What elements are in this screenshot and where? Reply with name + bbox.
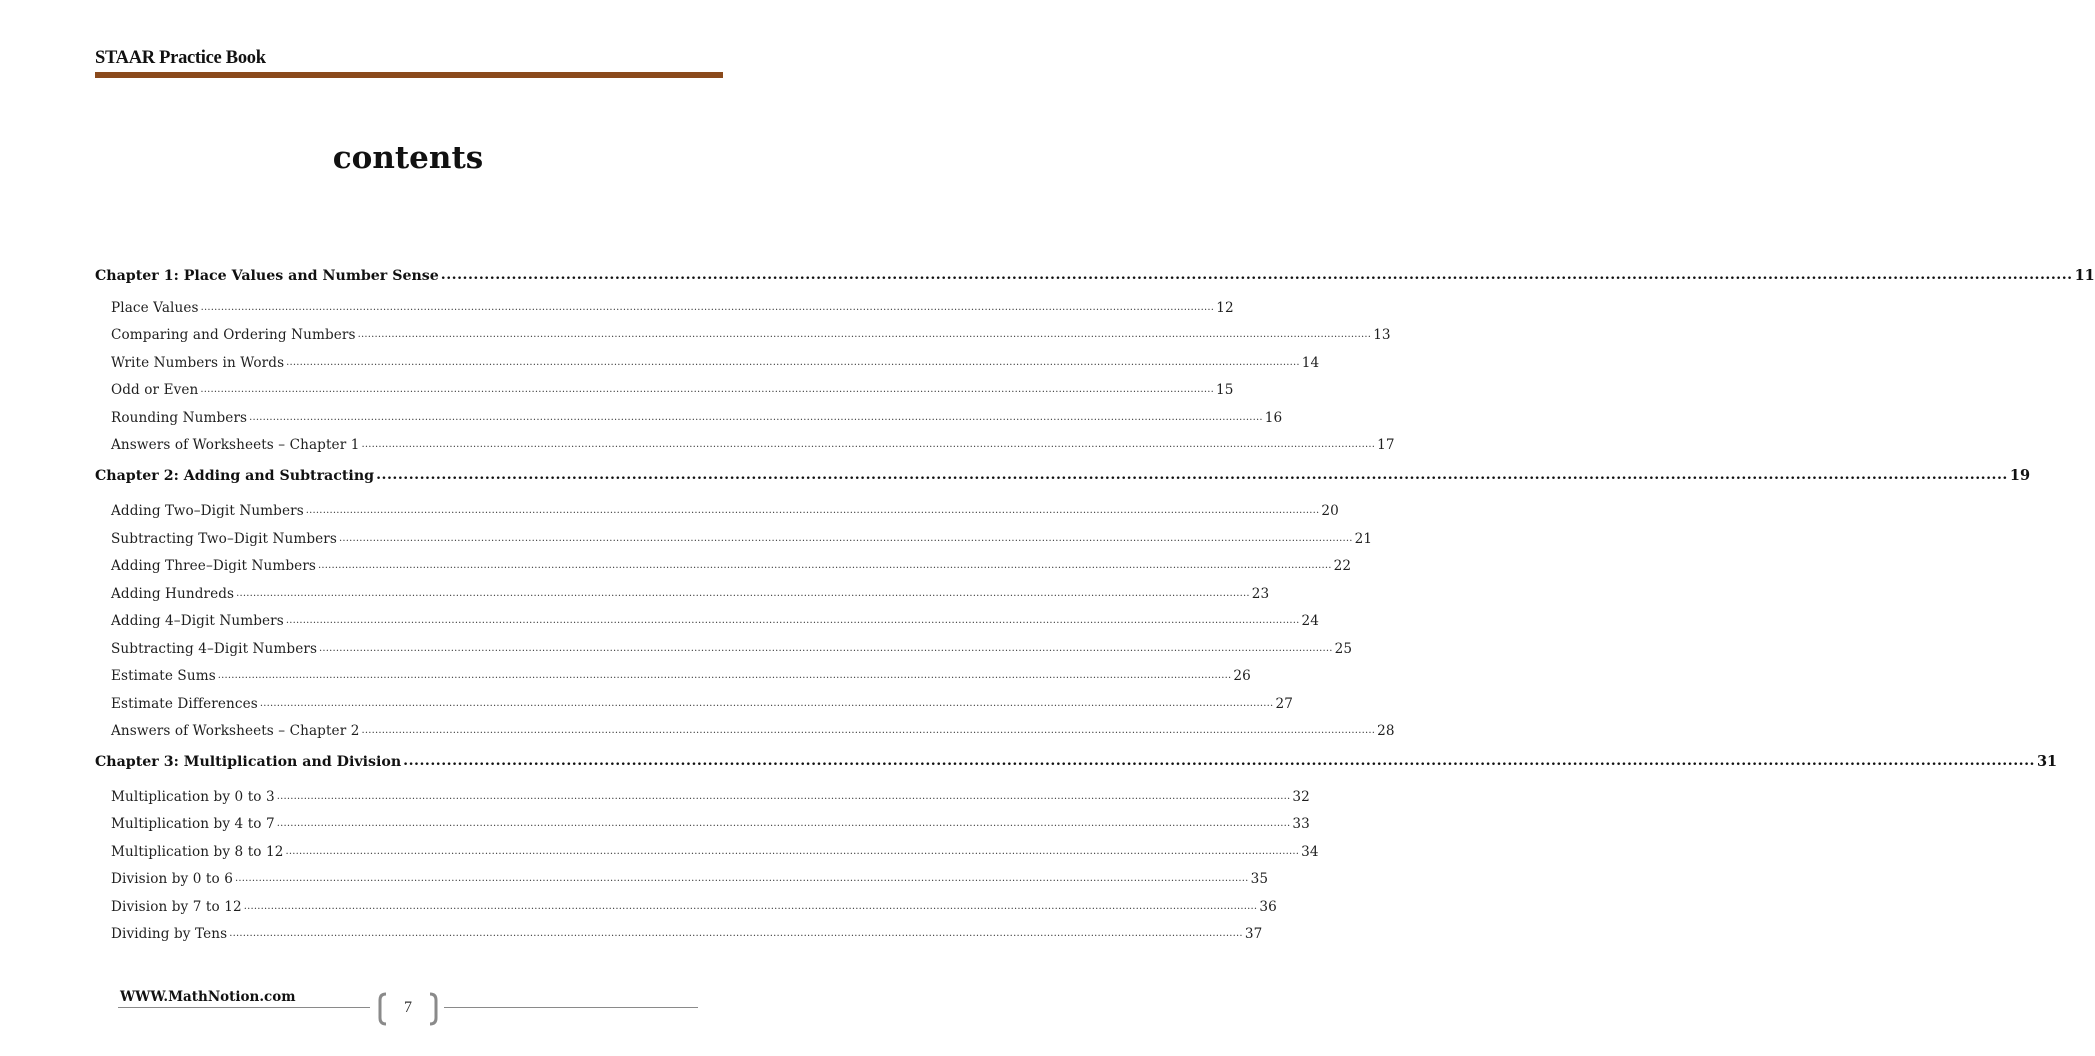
toc-entry-page: 32: [1292, 789, 1310, 805]
toc-entry-title: Comparing and Ordering Numbers: [111, 327, 356, 343]
toc-section-entry[interactable]: [111, 609, 1319, 629]
dot-leader: ............................................................................................................................................................................................................................................................................................................: [318, 560, 1332, 571]
dot-leader: ............................................................................................................................................................................................................................................................................................................: [236, 588, 1250, 599]
toc-entry-page: 14: [1301, 355, 1320, 371]
toc-entry-title: Chapter 1: Place Values and Number Sense: [95, 268, 439, 284]
page-number: 7: [404, 999, 412, 1016]
dot-leader: ............................................................................................................................................................................................................................................................................................................: [403, 753, 2035, 769]
dot-leader: ............................................................................................................................................................................................................................................................................................................: [200, 384, 1215, 395]
toc-section-entry[interactable]: [111, 296, 1234, 316]
toc-entry-page: 20: [1321, 503, 1339, 519]
toc-entry-page: 22: [1333, 558, 1352, 574]
toc-entry-page: 11: [2074, 267, 2095, 284]
dot-leader: ............................................................................................................................................................................................................................................................................................................: [243, 901, 1258, 912]
toc-section-entry[interactable]: [111, 351, 1320, 371]
toc-section-entry[interactable]: [111, 922, 1263, 942]
toc-entry-page: 17: [1377, 437, 1395, 453]
dot-leader: ............................................................................................................................................................................................................................................................................................................: [357, 329, 1372, 340]
footer-website[interactable]: WWW.MathNotion.com: [120, 989, 296, 1005]
toc-entry-title: Odd or Even: [111, 382, 199, 398]
dot-leader: ............................................................................................................................................................................................................................................................................................................: [361, 439, 1376, 450]
toc-entry-title: Division by 0 to 6: [111, 871, 233, 887]
toc-entry-title: Multiplication by 4 to 7: [111, 816, 275, 832]
toc-entry-page: 36: [1259, 899, 1277, 915]
toc-entry-title: Estimate Sums: [111, 668, 216, 684]
toc-entry-page: 19: [2009, 467, 2031, 484]
toc-entry-page: 16: [1264, 410, 1283, 426]
toc-entry-title: Adding Three–Digit Numbers: [111, 558, 316, 574]
toc-section-entry[interactable]: [111, 323, 1391, 343]
dot-leader: ............................................................................................................................................................................................................................................................................................................: [276, 791, 1291, 802]
toc-entry-page: 15: [1216, 382, 1234, 398]
toc-section-entry[interactable]: [111, 433, 1395, 453]
dot-leader: ............................................................................................................................................................................................................................................................................................................: [338, 533, 1353, 544]
dot-leader: ............................................................................................................................................................................................................................................................................................................: [234, 873, 1249, 884]
toc-entry-title: Write Numbers in Words: [111, 355, 285, 371]
toc-section-entry[interactable]: [111, 406, 1283, 426]
toc-section-entry[interactable]: [111, 719, 1395, 739]
toc-entry-title: Multiplication by 8 to 12: [111, 844, 284, 860]
toc-entry-title: Rounding Numbers: [111, 410, 248, 426]
toc-entry-page: 24: [1301, 613, 1319, 629]
dot-leader: ............................................................................................................................................................................................................................................................................................................: [229, 928, 1243, 939]
toc-entry-page: 27: [1275, 696, 1293, 712]
toc-entry-title: Estimate Differences: [111, 696, 258, 712]
toc-entry-page: 25: [1334, 641, 1353, 657]
dot-leader: ............................................................................................................................................................................................................................................................................................................: [376, 467, 2008, 483]
toc-entry-title: Chapter 2: Adding and Subtracting: [95, 468, 375, 484]
toc-entry-title: Answers of Worksheets – Chapter 2: [111, 723, 360, 739]
dot-leader: ............................................................................................................................................................................................................................................................................................................: [286, 357, 1300, 368]
toc-entry-title: Subtracting 4–Digit Numbers: [111, 641, 318, 657]
toc-entry-page: 31: [2036, 753, 2058, 770]
toc-entry-title: Adding Two–Digit Numbers: [111, 503, 304, 519]
toc-entry-title: Dividing by Tens: [111, 926, 228, 942]
toc-section-entry[interactable]: [111, 499, 1339, 519]
toc-section-entry[interactable]: [111, 554, 1352, 574]
toc-entry-title: Adding Hundreds: [111, 586, 235, 602]
toc-section-entry[interactable]: [111, 637, 1353, 657]
toc-entry-title: Adding 4–Digit Numbers: [111, 613, 284, 629]
dot-leader: ............................................................................................................................................................................................................................................................................................................: [259, 698, 1274, 709]
toc-section-entry[interactable]: [111, 692, 1293, 712]
dot-leader: ............................................................................................................................................................................................................................................................................................................: [200, 302, 1215, 313]
toc-section-entry[interactable]: [111, 867, 1269, 887]
toc-section-entry[interactable]: [111, 840, 1319, 860]
toc-chapter-entry[interactable]: [95, 462, 2031, 484]
toc-entry-title: Place Values: [111, 300, 199, 316]
toc-entry-page: 28: [1377, 723, 1395, 739]
toc-section-entry[interactable]: [111, 812, 1310, 832]
footer-rule-right: [444, 1007, 698, 1008]
footer-rule-left: [118, 1007, 370, 1008]
dot-leader: ............................................................................................................................................................................................................................................................................................................: [276, 818, 1291, 829]
toc-entry-page: 12: [1216, 300, 1234, 316]
toc-entry-page: 35: [1250, 871, 1269, 887]
toc-section-entry[interactable]: [111, 664, 1251, 684]
toc-entry-title: Division by 7 to 12: [111, 899, 242, 915]
toc-entry-title: Answers of Worksheets – Chapter 1: [111, 437, 360, 453]
dot-leader: ............................................................................................................................................................................................................................................................................................................: [440, 267, 2073, 283]
toc-entry-page: 34: [1301, 844, 1319, 860]
dot-leader: ............................................................................................................................................................................................................................................................................................................: [285, 615, 1300, 626]
toc-section-entry[interactable]: [111, 378, 1234, 398]
toc-entry-page: 37: [1244, 926, 1263, 942]
contents-heading: contents: [332, 140, 484, 176]
toc-entry-page: 33: [1292, 816, 1310, 832]
page-number-badge: [378, 992, 438, 1026]
running-header-title: STAAR Practice Book: [95, 48, 266, 68]
dot-leader: ............................................................................................................................................................................................................................................................................................................: [361, 725, 1376, 736]
dot-leader: ............................................................................................................................................................................................................................................................................................................: [319, 643, 1333, 654]
toc-entry-page: 23: [1251, 586, 1270, 602]
dot-leader: ............................................................................................................................................................................................................................................................................................................: [217, 670, 1232, 681]
toc-entry-page: 13: [1373, 327, 1391, 343]
toc-section-entry[interactable]: [111, 785, 1310, 805]
toc-section-entry[interactable]: [111, 582, 1270, 602]
dot-leader: ............................................................................................................................................................................................................................................................................................................: [249, 412, 1263, 423]
dot-leader: ............................................................................................................................................................................................................................................................................................................: [285, 846, 1300, 857]
toc-section-entry[interactable]: [111, 895, 1277, 915]
dot-leader: ............................................................................................................................................................................................................................................................................................................: [305, 505, 1320, 516]
toc-entry-title: Chapter 3: Multiplication and Division: [95, 754, 402, 770]
toc-entry-title: Multiplication by 0 to 3: [111, 789, 275, 805]
toc-entry-title: Subtracting Two–Digit Numbers: [111, 531, 337, 547]
toc-chapter-entry[interactable]: [95, 262, 2095, 284]
toc-section-entry[interactable]: [111, 527, 1373, 547]
toc-entry-page: 21: [1354, 531, 1373, 547]
toc-chapter-entry[interactable]: [95, 748, 2058, 770]
header-rule: [95, 72, 723, 78]
toc-entry-page: 26: [1233, 668, 1251, 684]
